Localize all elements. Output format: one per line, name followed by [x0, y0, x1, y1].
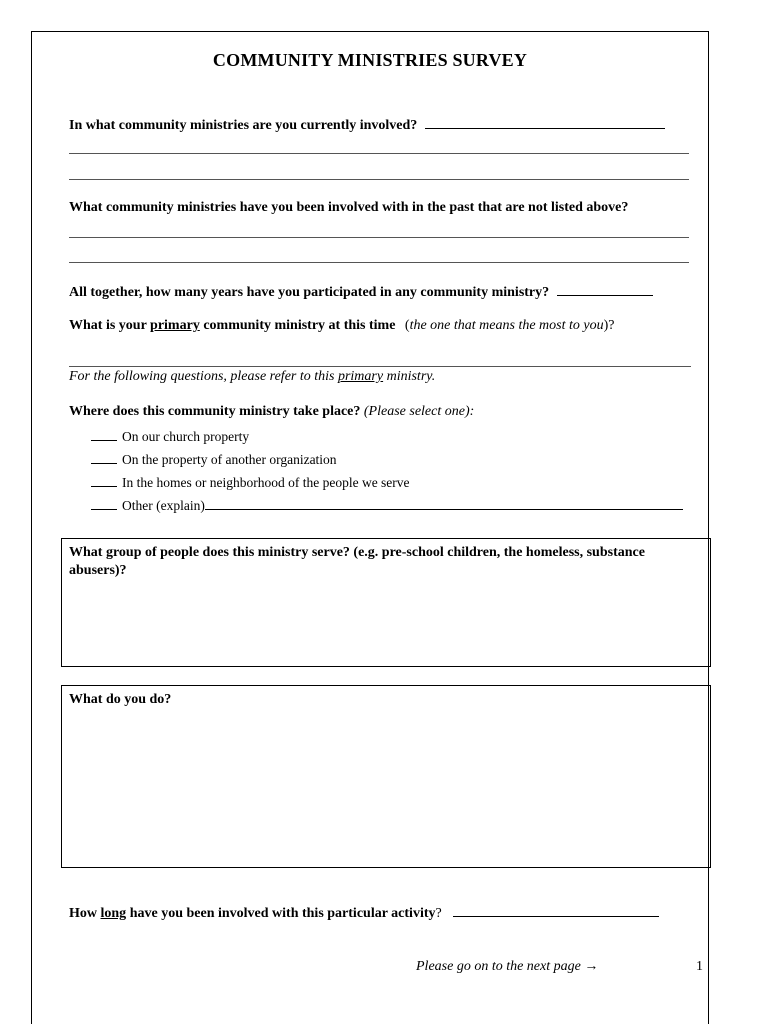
page-number: 1 [696, 959, 703, 974]
answer-line[interactable] [69, 179, 689, 180]
question-group-served: What group of people does this ministry serve? (e.g. pre-school children, the homeless, substance abusers)? [69, 545, 645, 578]
primary-ministry-answer-line[interactable] [69, 366, 691, 367]
what-do-you-do-answer-box[interactable] [61, 685, 711, 868]
question-years-participated [69, 283, 653, 301]
how-long-answer-line[interactable] [453, 904, 659, 917]
survey-page [31, 31, 709, 1024]
option-label: On our church property [122, 429, 250, 444]
instruction-before: For the following questions, please refer to this [69, 369, 338, 384]
close-paren: )? [603, 318, 615, 333]
option-homes-neighborhood[interactable] [91, 475, 410, 491]
question-current-ministries [69, 116, 665, 134]
question-primary-before: What is your [69, 318, 151, 333]
open-paren: ( [404, 318, 410, 333]
option-church-property[interactable] [91, 429, 249, 445]
answer-line[interactable] [69, 237, 689, 238]
question-past-ministries: What community ministries have you been involved with in the past that are not listed above? [69, 200, 629, 215]
group-served-answer-box[interactable] [61, 538, 711, 667]
checkbox-blank[interactable] [91, 499, 117, 510]
question-primary-after: community ministry at this time [199, 318, 396, 333]
next-page-note: Please go on to the next page → [416, 959, 599, 974]
primary-note-text: the one that means the most to you [409, 318, 604, 333]
answer-line[interactable] [69, 153, 689, 154]
other-explain-line[interactable] [205, 498, 683, 510]
survey-title: COMMUNITY MINISTRIES SURVEY [212, 50, 528, 70]
how-long-end: ? [435, 906, 442, 921]
how-long-before: How [69, 906, 101, 921]
question-location-note: (Please select one): [363, 404, 475, 419]
instruction-after: ministry. [383, 369, 436, 384]
checkbox-blank[interactable] [91, 453, 117, 464]
question-location-label: Where does this community ministry take place? [69, 404, 361, 419]
option-label: Other (explain) [122, 498, 205, 513]
question-location [69, 404, 474, 420]
answer-line[interactable] [69, 262, 689, 263]
how-long-underlined: long [100, 906, 127, 921]
primary-ministry-instruction [69, 369, 435, 385]
question-primary-note [405, 318, 615, 333]
checkbox-blank[interactable] [91, 430, 117, 441]
question-years-participated-label: All together, how many years have you participated in any community ministry? [69, 285, 550, 300]
question-what-do-you-do: What do you do? [69, 692, 172, 707]
option-label: In the homes or neighborhood of the people we serve [122, 475, 410, 490]
question-primary-ministry [69, 318, 615, 334]
question-primary-underlined: primary [150, 318, 200, 333]
current-ministries-answer-line[interactable] [425, 116, 665, 129]
option-label: On the property of another organization [122, 452, 337, 467]
checkbox-blank[interactable] [91, 476, 117, 487]
question-current-ministries-label: In what community ministries are you currently involved? [69, 118, 418, 133]
instruction-underlined: primary [337, 369, 384, 384]
question-how-long [69, 904, 659, 922]
option-other[interactable] [91, 498, 683, 514]
years-answer-line[interactable] [557, 283, 653, 296]
how-long-after: have you been involved with this particular activity [126, 906, 436, 921]
option-other-organization[interactable] [91, 452, 337, 468]
